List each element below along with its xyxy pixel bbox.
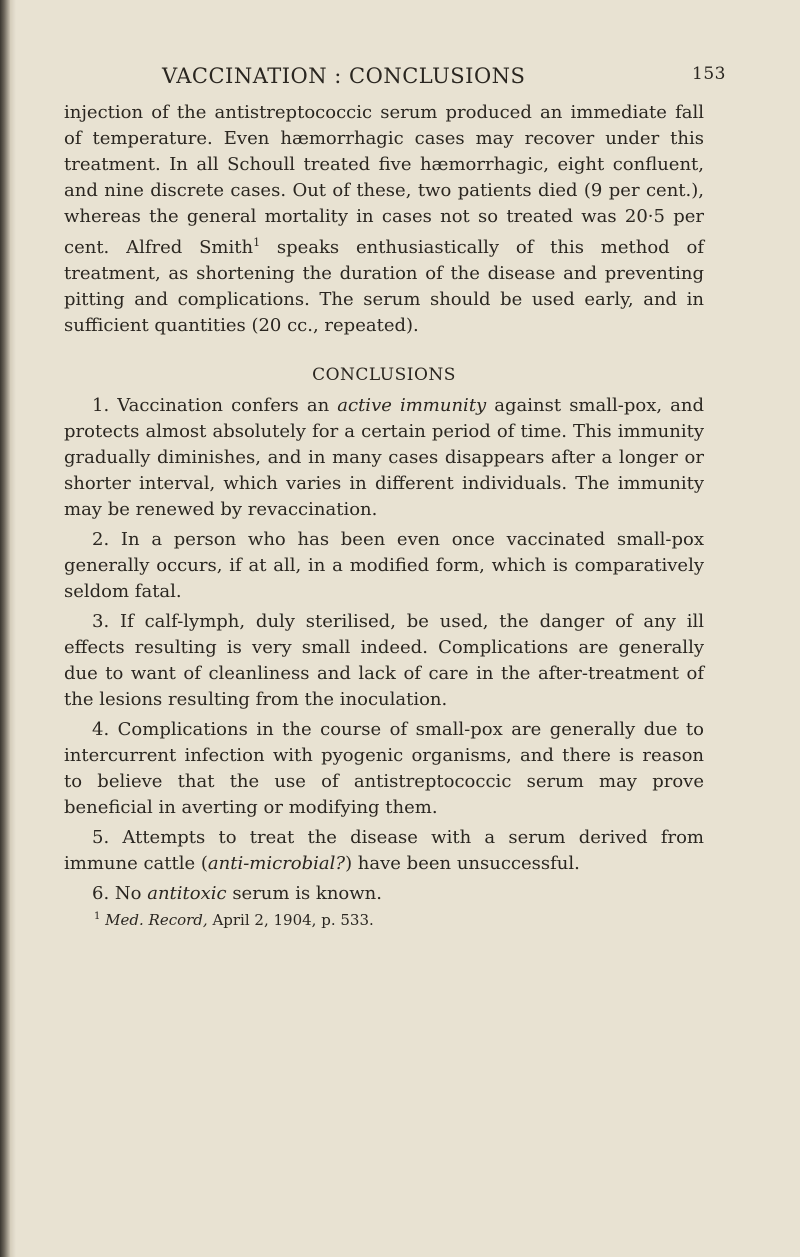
conclusion-item xyxy=(64,527,704,605)
conclusion-item xyxy=(64,393,704,523)
conclusion-emphasis: anti-microbial? xyxy=(207,853,346,874)
book-binding-edge xyxy=(0,0,10,1257)
footnote-reference: 1 xyxy=(253,236,261,249)
conclusion-text: 5. Attempts to treat the disease with a serum derived from immune cattle ( xyxy=(64,827,704,874)
footnote xyxy=(64,911,704,929)
conclusion-text-end: against small-pox, and protects almost absolutely for a certain period of time. This immunity gradually diminishes, and in many cases disappears after a longer or shorter interval, which varies in different individuals. The immunity may be renewed by revaccination. xyxy=(64,395,704,520)
section-heading: CONCLUSIONS xyxy=(312,365,456,385)
footnote-mark: 1 xyxy=(94,911,101,922)
conclusion-emphasis: active immunity xyxy=(337,395,487,416)
page-gutter-shadow xyxy=(10,0,16,1257)
book-page xyxy=(64,52,726,929)
conclusion-item xyxy=(64,609,704,713)
running-title: VACCINATION : CONCLUSIONS xyxy=(162,64,526,88)
intro-text-continued: speaks enthusiastically of this method of treatment, as shortening the duration of the disease and preventing pitting and complications. The serum should be used early, and in sufficient quantities (20 cc., repeated). xyxy=(64,237,704,336)
conclusion-text: 3. If calf-lymph, duly sterilised, be used, the danger of any ill effects resulting is very small indeed. Complications are generally due to want of cleanliness and lack of care in the after-treatment of the lesions resulting from the inoculation. xyxy=(64,611,704,710)
conclusion-text: 2. In a person who has been even once vaccinated small-pox generally occurs, if at all, in a modified form, which is comparatively seldom fatal. xyxy=(64,529,704,602)
conclusion-text-end: serum is known. xyxy=(226,883,382,904)
conclusion-text: 1. Vaccination confers an xyxy=(92,395,338,416)
conclusion-text: 4. Complications in the course of small-pox are generally due to intercurrent infection with pyogenic organisms, and there is reason to believe that the use of antistreptococcic serum may prove beneficial in averting or modifying them. xyxy=(64,719,704,818)
conclusion-item xyxy=(64,717,704,821)
intro-text: injection of the antistreptococcic serum produced an immediate fall of temperature. Even hæmorrhagic cases may recover under this treatment. In all Schoull treated five hæmorrhagic, eight confluent, and nine discrete cases. Out of these, two patients died (9 per cent.), whereas the general mortality in cases not so treated was 20·5 per cent. Alfred Smith xyxy=(64,102,704,258)
conclusion-item xyxy=(64,825,704,877)
page-number: 153 xyxy=(692,64,726,84)
footnote-details: April 2, 1904, p. 533. xyxy=(207,911,374,929)
intro-paragraph xyxy=(64,100,704,339)
conclusion-emphasis: antitoxic xyxy=(147,883,227,904)
footnote-source: Med. Record, xyxy=(105,911,208,929)
running-head xyxy=(64,52,726,92)
conclusion-item xyxy=(64,881,704,907)
conclusion-text-end: ) have been unsuccessful. xyxy=(345,853,580,874)
conclusion-text: 6. No xyxy=(92,883,148,904)
conclusions-list xyxy=(64,393,704,907)
